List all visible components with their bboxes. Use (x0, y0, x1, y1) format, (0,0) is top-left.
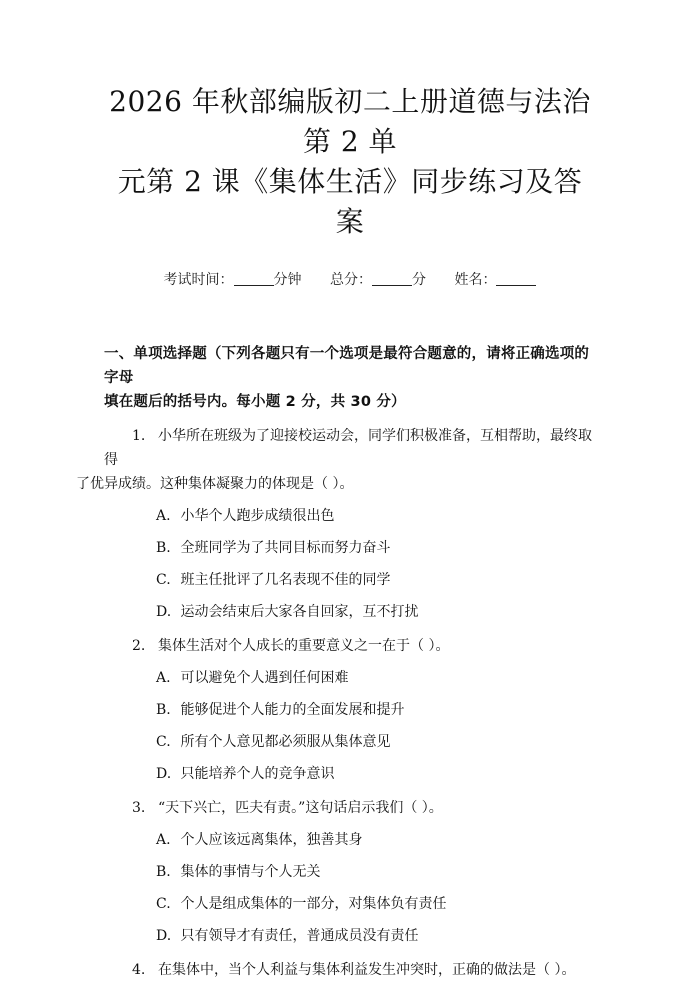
question-stem (104, 958, 596, 982)
option-a[interactable] (104, 504, 596, 528)
option-b[interactable] (104, 698, 596, 722)
option-c[interactable] (104, 892, 596, 916)
question-text: 集体生活对个人成长的重要意义之一在于（ ）。 (158, 638, 450, 654)
option-label: A. (156, 508, 171, 524)
option-label: B. (156, 540, 171, 556)
option-d[interactable] (104, 762, 596, 786)
option-text: 班主任批评了几名表现不佳的同学 (180, 572, 391, 588)
question-text: “天下兴亡，匹夫有责。”这句话启示我们（ ）。 (158, 800, 443, 816)
section-heading-line-1: 一、单项选择题（下列各题只有一个选项是最符合题意的，请将正确选项的字母 (104, 346, 590, 386)
question-text-line-2: 了优异成绩。这种集体凝聚力的体现是（ ）。 (76, 476, 354, 492)
question-stem (76, 424, 596, 496)
question-number: 2. (132, 638, 146, 654)
option-a[interactable] (104, 666, 596, 690)
question-4 (104, 958, 596, 982)
option-b[interactable] (104, 860, 596, 884)
option-c[interactable] (104, 568, 596, 592)
option-text: 小华个人跑步成绩很出色 (180, 508, 335, 524)
question-number: 3. (132, 800, 146, 816)
option-label: A. (156, 670, 171, 686)
question-1 (76, 424, 596, 624)
option-text: 个人应该远离集体，独善其身 (180, 832, 363, 848)
question-number: 1. (132, 428, 146, 444)
student-name (454, 270, 536, 290)
option-label: B. (156, 702, 171, 718)
option-d[interactable] (104, 924, 596, 948)
option-text: 运动会结束后大家各自回家，互不打扰 (180, 604, 419, 620)
exam-time (164, 270, 302, 290)
option-b[interactable] (104, 536, 596, 560)
question-text-line-1: 小华所在班级为了迎接校运动会，同学们积极准备，互相帮助，最终取得 (104, 428, 592, 468)
question-stem (104, 796, 596, 820)
time-unit: 分钟 (273, 272, 302, 288)
option-label: C. (156, 896, 171, 912)
option-label: D. (156, 928, 172, 944)
exam-score (330, 270, 426, 290)
option-label: A. (156, 832, 171, 848)
score-blank[interactable] (372, 271, 412, 286)
score-unit: 分 (412, 272, 426, 288)
option-label: D. (156, 604, 172, 620)
title-line-2: 元第 2 课《集体生活》同步练习及答案 (117, 165, 583, 238)
option-text: 能够促进个人能力的全面发展和提升 (180, 702, 405, 718)
exam-meta (104, 270, 596, 290)
score-label: 总分： (330, 272, 372, 288)
question-2 (104, 634, 596, 786)
option-c[interactable] (104, 730, 596, 754)
time-label: 考试时间： (163, 272, 234, 288)
option-text: 可以避免个人遇到任何困难 (180, 670, 349, 686)
option-label: C. (156, 572, 171, 588)
option-text: 全班同学为了共同目标而努力奋斗 (180, 540, 391, 556)
option-a[interactable] (104, 828, 596, 852)
option-label: C. (156, 734, 171, 750)
option-text: 只能培养个人的竞争意识 (180, 766, 335, 782)
section-heading (104, 342, 596, 414)
option-text: 只有领导才有责任，普通成员没有责任 (180, 928, 419, 944)
option-text: 个人是组成集体的一部分，对集体负有责任 (180, 896, 447, 912)
question-3 (104, 796, 596, 948)
option-label: D. (156, 766, 172, 782)
time-blank[interactable] (234, 271, 274, 286)
title-line-1: 2026 年秋部编版初二上册道德与法治第 2 单 (109, 85, 591, 158)
question-text: 在集体中，当个人利益与集体利益发生冲突时，正确的做法是（ ）。 (158, 962, 576, 978)
name-label: 姓名： (454, 272, 497, 288)
section-heading-line-2: 填在题后的括号内。每小题 2 分，共 30 分） (104, 394, 406, 410)
option-d[interactable] (104, 600, 596, 624)
question-stem (104, 634, 596, 658)
question-number: 4. (132, 962, 146, 978)
option-text: 所有个人意见都必须服从集体意见 (180, 734, 391, 750)
option-label: B. (156, 864, 171, 880)
document-title (104, 82, 596, 242)
name-blank[interactable] (496, 271, 536, 286)
option-text: 集体的事情与个人无关 (180, 864, 321, 880)
